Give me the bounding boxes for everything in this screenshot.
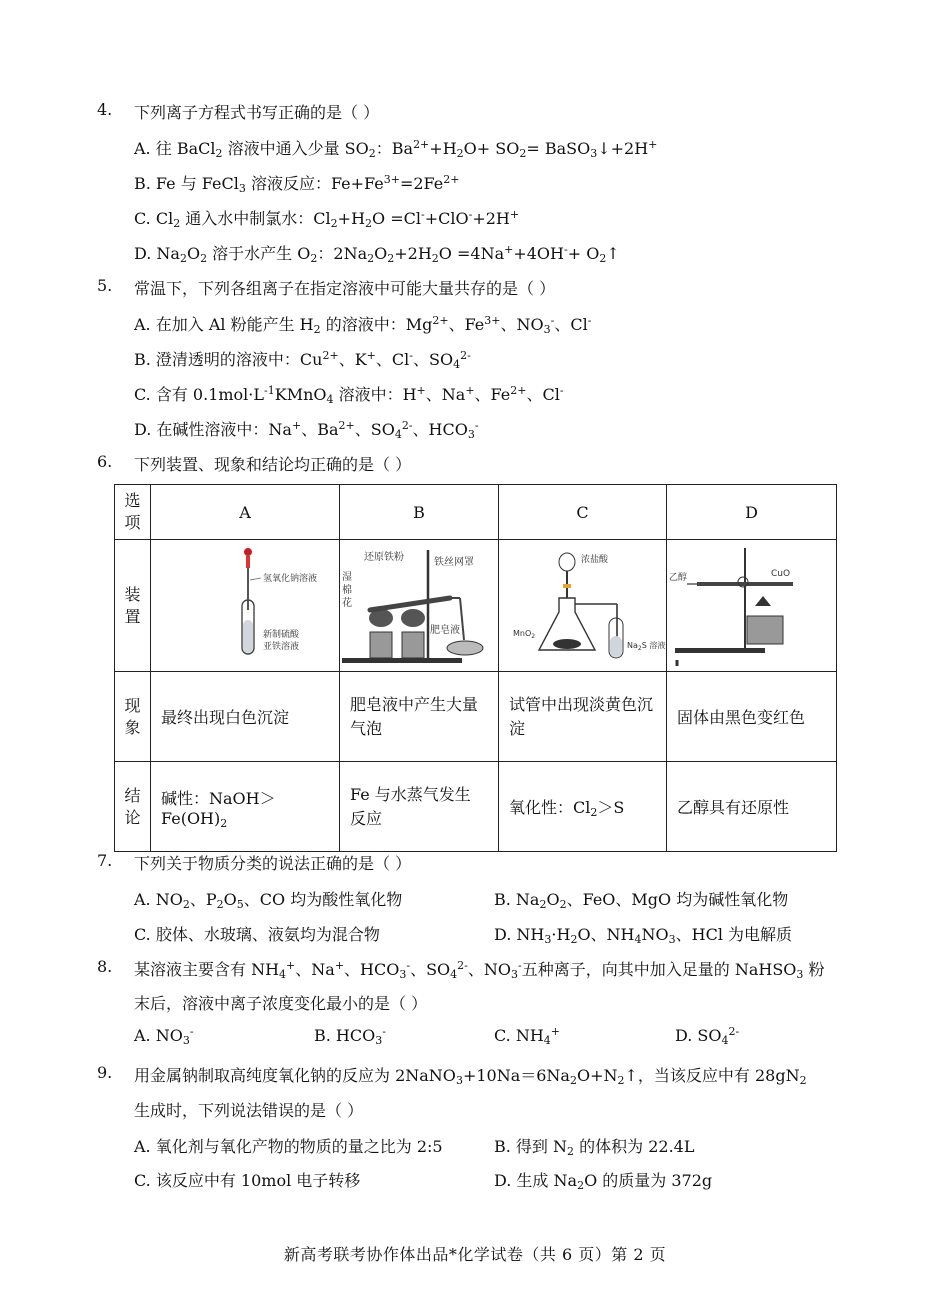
row-head-option: 选项 xyxy=(115,485,151,540)
q9-option-c: C. 该反应中有 10mol 电子转移 xyxy=(134,1171,361,1190)
chlorine-generator-illustration xyxy=(499,540,667,667)
phenomenon-b: 肥皂液中产生大量气泡 xyxy=(340,672,499,762)
row-head-phenomenon: 现象 xyxy=(115,672,151,762)
conclusion-a: 碱性：$NaOH>Fe(OH)_2$ xyxy=(151,762,340,852)
q8-option-b: B. $HCO_3^-$ xyxy=(314,1025,386,1047)
col-head-b: B xyxy=(340,485,499,540)
question-number: 6. xyxy=(97,452,113,471)
svg-text:花: 花 xyxy=(342,598,352,609)
row-head-conclusion: 结论 xyxy=(115,762,151,852)
question-number: 8. xyxy=(97,957,113,976)
q9-stem-line2: 生成时，下列说法错误的是（ ） xyxy=(134,1101,364,1120)
label-reduced-iron: 还原铁粉 xyxy=(364,552,404,563)
question-stem: 下列关于物质分类的说法正确的是（ ） xyxy=(134,854,412,873)
svg-text:棉: 棉 xyxy=(342,585,352,596)
question-number: 4. xyxy=(97,100,113,119)
phenomenon-d: 固体由黑色变红色 xyxy=(667,672,837,762)
label-cuo: CuO xyxy=(771,569,791,579)
table-row-devices xyxy=(115,540,837,672)
phenomenon-a: 最终出现白色沉淀 xyxy=(151,672,340,762)
question-stem: 某溶液主要含有 $NH_4^+$、Na+、$HCO_3^-$、$SO_4^{2-}$、$NO_3^-$五种离子，向其中加入足量的 NaHSO$_3$ 粉 xyxy=(134,959,825,981)
label-wire-mesh: 铁丝网罩 xyxy=(434,557,474,568)
table-row-options xyxy=(115,485,837,540)
q4-option-b: B. Fe 与 FeCl$_3$ 溶液反应：$Fe+Fe^{3+}=2Fe^{2+}$ xyxy=(134,173,460,195)
q5-option-a: A. 在加入 Al 粉能产生 $H_2$ 的溶液中：$Mg^{2+}$、$Fe^{3+}$、$NO_3^-$、Cl- xyxy=(134,314,592,336)
label-ferrous-2: 亚铁溶液 xyxy=(263,642,300,652)
phenomenon-c: 试管中出现淡黄色沉淀 xyxy=(499,672,667,762)
row-head-device: 装置 xyxy=(115,540,151,672)
q8-option-a: A. $NO_3^-$ xyxy=(134,1025,194,1047)
q9-option-a: A. 氧化剂与氧化产物的物质的量之比为 2:5 xyxy=(134,1137,443,1156)
ethanol-cuo-illustration xyxy=(667,540,837,667)
q5-option-d: D. 在碱性溶液中：Na+、$Ba^{2+}$、$SO_4^{2-}$、$HCO_3^-$ xyxy=(134,419,479,441)
svg-text:MnO2: MnO$_2$ xyxy=(513,629,536,640)
conclusion-b: Fe 与水蒸气发生反应 xyxy=(340,762,499,852)
iron-steam-apparatus-illustration xyxy=(340,540,499,667)
q5-option-c: C. 含有 $0.1mol\cdot L^{-1}KMnO_4$ 溶液中：H+、Na+、$Fe^{2+}$、Cl- xyxy=(134,384,564,406)
table-row-conclusions xyxy=(115,762,837,852)
q8-option-c: C. $NH_4^+$ xyxy=(494,1025,561,1047)
question-stem: 下列装置、现象和结论均正确的是（ ） xyxy=(134,455,412,474)
q7-option-a: A. $NO_2$、$P_2O_5$、CO 均为酸性氧化物 xyxy=(134,890,403,911)
page-footer: 新高考联考协作体出品*化学试卷（共 6 页）第 2 页 xyxy=(283,1245,667,1264)
q9-option-b: B. 得到 $N_2$ 的体积为 22.4L xyxy=(494,1137,695,1158)
device-b-diagram xyxy=(340,540,499,672)
question-number: 5. xyxy=(97,276,113,295)
question-stem: 下列离子方程式书写正确的是（ ） xyxy=(134,103,380,122)
question-number: 9. xyxy=(97,1063,113,1082)
label-soap: 肥皂液 xyxy=(430,625,460,636)
q4-option-a: A. 往 BaCl$_2$ 溶液中通入少量 $SO_2$：$Ba^{2+}+H_2O+ SO_2=$ BaSO$_3$↓+2H+ xyxy=(134,138,658,160)
label-hcl: 浓盐酸 xyxy=(581,555,609,565)
label-naoh: 氢氧化钠溶液 xyxy=(263,574,318,584)
table-row-phenomena xyxy=(115,672,837,762)
device-c-diagram xyxy=(499,540,667,672)
col-head-c: C xyxy=(499,485,667,540)
q8-stem-line2: 末后，溶液中离子浓度变化最小的是（ ） xyxy=(134,994,428,1013)
q9-option-d: D. 生成 $Na_2O$ 的质量为 372g xyxy=(494,1171,713,1192)
device-a-diagram xyxy=(151,540,340,672)
q8-option-d: D. $SO_4^{2-}$ xyxy=(675,1025,740,1047)
device-d-diagram xyxy=(667,540,837,672)
svg-text:Na2S 溶液: $Na_2S$ 溶液 xyxy=(627,641,666,652)
experiment-table xyxy=(114,484,837,852)
q4-option-c: C. $Cl_2$ 通入水中制氯水：$Cl_2+H_2O =Cl^-+ClO^-+2H^+$ xyxy=(134,208,520,230)
q7-option-c: C. 胶体、水玻璃、液氨均为混合物 xyxy=(134,925,380,944)
question-number: 7. xyxy=(97,851,113,870)
dropper-test-tube-illustration xyxy=(151,540,340,667)
question-stem: 用金属钠制取高纯度氧化钠的反应为 $2NaNO_3+10Na=6Na_2O+N_2↑$，当该反应中有 $28gN_2$ xyxy=(134,1066,807,1087)
label-ethanol: 乙醇 xyxy=(669,573,688,583)
conclusion-d: 乙醇具有还原性 xyxy=(667,762,837,852)
conclusion-c: 氧化性：$Cl_2>S$ xyxy=(499,762,667,852)
q7-option-d: D. $NH_3\cdot H_2O$、$NH_4NO_3$、HCl 为电解质 xyxy=(494,925,793,946)
col-head-a: A xyxy=(151,485,340,540)
question-stem: 常温下，下列各组离子在指定溶液中可能大量共存的是（ ） xyxy=(134,279,556,298)
q4-option-d: D. $Na_2O_2$ 溶于水产生 $O_2$：$2Na_2O_2+2H_2O =4Na^++4OH^-+$ $O_2↑$ xyxy=(134,243,620,265)
svg-text:湿: 湿 xyxy=(342,572,352,583)
label-ferrous-1: 新制硫酸 xyxy=(263,630,300,640)
q7-option-b: B. $Na_2O_2$、FeO、MgO 均为碱性氧化物 xyxy=(494,890,789,911)
col-head-d: D xyxy=(667,485,837,540)
q5-option-b: B. 澄清透明的溶液中：$Cu^{2+}$、K+、Cl-、$SO_4^{2-}$ xyxy=(134,349,471,371)
